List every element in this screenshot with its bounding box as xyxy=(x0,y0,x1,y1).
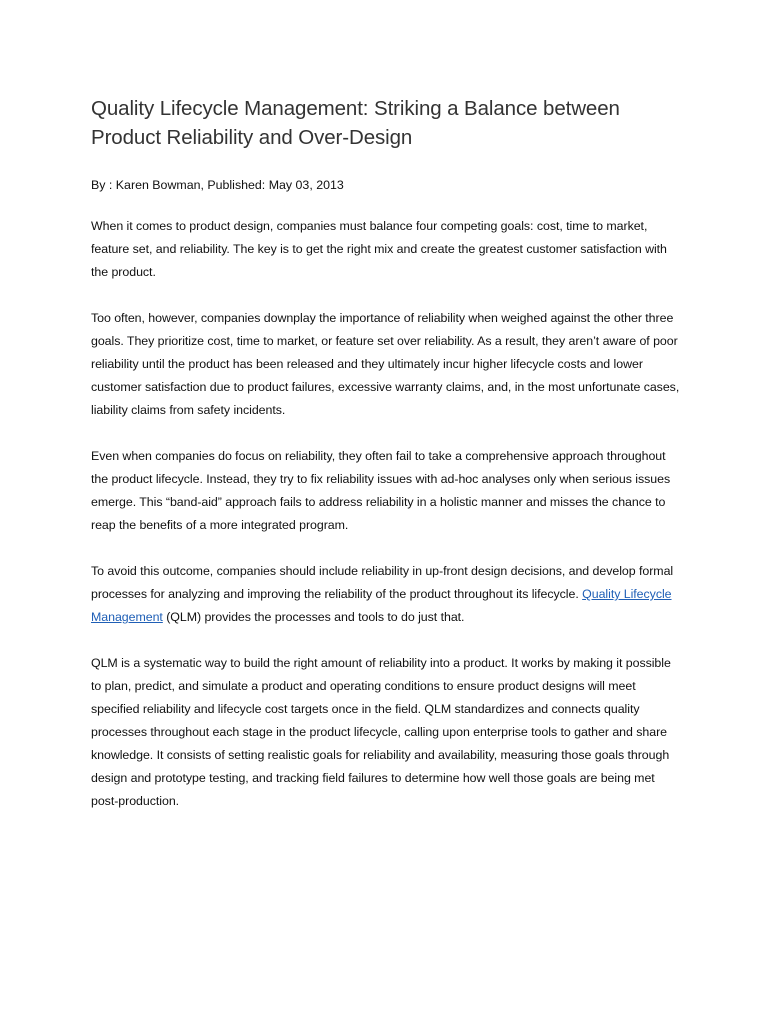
paragraph-5: QLM is a systematic way to build the right amount of reliability into a product. It works by making it possible to plan, predict, and simulate a product and operating conditions to ensure product designs will meet specified reliability and lifecycle cost targets once in the field. QLM standardizes and connects quality processes throughout each stage in the product lifecycle, calling upon enterprise tools to gather and share knowledge. It consists of setting realistic goals for reliability and availability, measuring those goals through design and prototype testing, and tracking field failures to determine how well those goals are being met post-production. xyxy=(91,656,671,808)
byline: By : Karen Bowman, Published: May 03, 2013 xyxy=(91,178,344,192)
paragraph-4-text-after-link: (QLM) provides the processes and tools to do just that. xyxy=(162,610,465,624)
qlm-link[interactable]: Quality Lifecycle Management xyxy=(91,587,672,624)
paragraph-4 xyxy=(91,560,681,629)
paragraph-3: Even when companies do focus on reliability, they often fail to take a comprehensive approach throughout the product lifecycle. Instead, they try to fix reliability issues with ad-hoc analyses only when serious issues emerge. This “band-aid” approach fails to address reliability in a holistic manner and misses the chance to reap the benefits of a more integrated program. xyxy=(91,449,671,532)
paragraph-2: Too often, however, companies downplay the importance of reliability when weighed against the other three goals. They prioritize cost, time to market, or feature set over reliability. As a result, they aren’t aware of poor reliability until the product has been released and they ultimately incur higher lifecycle costs and lower customer satisfaction due to product failures, excessive warranty claims, and, in the most unfortunate cases, liability claims from safety incidents. xyxy=(91,311,680,417)
paragraph-4-text-before-link: To avoid this outcome, companies should include reliability in up-front design decisions, and develop formal processes for analyzing and improving the reliability of the product throughout its lifecycle. xyxy=(91,564,674,601)
article-title: Quality Lifecycle Management: Striking a Balance between Product Reliability and Over-Design xyxy=(91,97,620,149)
article-body xyxy=(91,94,681,836)
paragraph-1: When it comes to product design, companies must balance four competing goals: cost, time to market, feature set, and reliability. The key is to get the right mix and create the greatest customer satisfaction with the product. xyxy=(91,219,667,279)
